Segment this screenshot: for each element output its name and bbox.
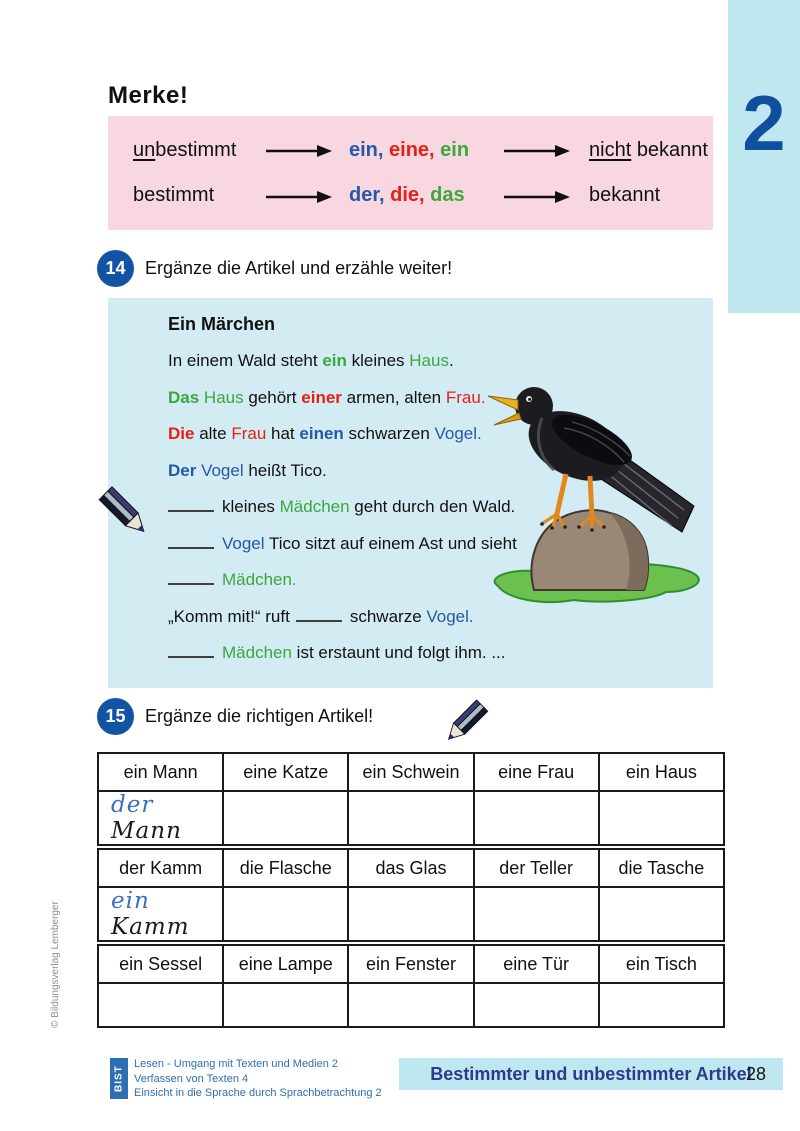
answer-cell[interactable] (223, 983, 348, 1027)
footer-topic: Bestimmter und unbestimmter Artikel (430, 1063, 752, 1084)
article-table-2 (97, 848, 725, 942)
article-blank[interactable] (168, 579, 214, 585)
rule-label: unbestimmt (133, 138, 237, 161)
answer-cell[interactable] (348, 983, 473, 1027)
article-blank[interactable] (168, 543, 214, 549)
copyright-vertical: © Bildungsverlag Lemberger (50, 901, 61, 1028)
table-header-row (98, 753, 724, 791)
header-cell: der Kamm (98, 849, 223, 887)
header-cell: ein Haus (599, 753, 724, 791)
answer-cell[interactable] (474, 791, 599, 845)
header-cell: der Teller (474, 849, 599, 887)
story-title: Ein Märchen (168, 314, 276, 334)
bist-standard-line: Verfassen von Texten 4 (134, 1072, 249, 1085)
answer-cell[interactable]: ein Kamm (98, 887, 223, 941)
bist-standard-line: Lesen - Umgang mit Texten und Medien 2 (134, 1058, 339, 1070)
rule-row-bestimmt (133, 184, 713, 207)
arrow-right-icon (265, 144, 333, 158)
arrow-right-icon (503, 144, 571, 158)
answer-cell[interactable] (599, 887, 724, 941)
rule-result: nicht bekannt (589, 138, 708, 161)
exercise-14-instruction: Ergänze die Artikel und erzähle weiter! (145, 258, 453, 278)
story-line: „Komm mit!“ ruft schwarze Vogel. (168, 606, 474, 626)
story-line: Das Haus gehört einer armen, alten Frau. (168, 387, 486, 407)
exercise-14-badge: 14 (97, 250, 134, 287)
story-line: Der Vogel heißt Tico. (168, 460, 327, 480)
exercise-14-header (97, 250, 452, 287)
article-table-3 (97, 944, 725, 1028)
bist-standards (134, 1057, 382, 1101)
answer-cell[interactable] (474, 887, 599, 941)
table-header-row (98, 849, 724, 887)
story-line: Die alte Frau hat einen schwarzen Vogel. (168, 424, 482, 443)
story-line: kleines Mädchen geht durch den Wald. (168, 489, 598, 526)
story-line: Mädchen ist erstaunt und folgt ihm. ... (168, 635, 598, 672)
crow-on-rock-illustration (484, 380, 706, 618)
page-number: 28 (745, 1063, 766, 1084)
story-line: Vogel Tico sitzt auf einem Ast und sieht (168, 526, 598, 563)
header-cell: ein Fenster (348, 945, 473, 983)
answer-cell[interactable] (223, 887, 348, 941)
answer-cell[interactable]: der Mann (98, 791, 223, 845)
article-blank[interactable] (168, 652, 214, 658)
table-answer-row (98, 887, 724, 941)
header-cell: eine Frau (474, 753, 599, 791)
story-box (108, 298, 713, 688)
table-answer-row (98, 791, 724, 845)
table-header-row (98, 945, 724, 983)
header-cell: ein Mann (98, 753, 223, 791)
merke-heading: Merke! (108, 82, 189, 109)
article-blank[interactable] (296, 616, 342, 622)
exercise-15-badge: 15 (97, 698, 134, 735)
arrow-right-icon (503, 190, 571, 204)
header-cell: eine Katze (223, 753, 348, 791)
footer-topic-bar (399, 1058, 783, 1090)
header-cell: das Glas (348, 849, 473, 887)
header-cell: die Tasche (599, 849, 724, 887)
exercise-15-instruction: Ergänze die richtigen Artikel! (145, 706, 374, 726)
exercise-15-header (97, 698, 373, 735)
header-cell: eine Lampe (223, 945, 348, 983)
article-table-1 (97, 752, 725, 846)
answer-cell[interactable] (223, 791, 348, 845)
article-blank[interactable] (168, 506, 214, 512)
indefinite-articles: ein, eine, ein (349, 138, 470, 161)
answer-cell[interactable] (348, 791, 473, 845)
pencil-icon (437, 694, 495, 752)
story-line: Mädchen. (168, 562, 598, 599)
rule-result: bekannt (589, 184, 661, 207)
answer-cell[interactable] (98, 983, 223, 1027)
answer-cell[interactable] (348, 887, 473, 941)
pencil-icon (91, 480, 157, 546)
header-cell: ein Schwein (348, 753, 473, 791)
arrow-right-icon (265, 190, 333, 204)
header-cell: ein Tisch (599, 945, 724, 983)
bist-standard-line: Einsicht in die Sprache durch Sprachbetrachtung 2 (134, 1087, 382, 1099)
table-answer-row (98, 983, 724, 1027)
definite-articles: der, die, das (349, 184, 465, 207)
answer-cell[interactable] (599, 983, 724, 1027)
story-line: In einem Wald steht ein kleines Haus. (168, 351, 454, 370)
rule-label: bestimmt (133, 184, 215, 207)
header-cell: eine Tür (474, 945, 599, 983)
chapter-number: 2 (742, 79, 786, 167)
bist-badge: BIST (110, 1058, 128, 1099)
answer-cell[interactable] (474, 983, 599, 1027)
header-cell: ein Sessel (98, 945, 223, 983)
rule-row-unbestimmt (133, 139, 713, 162)
answer-cell[interactable] (599, 791, 724, 845)
merke-rule-box (108, 116, 713, 230)
chapter-tab (728, 0, 800, 313)
header-cell: die Flasche (223, 849, 348, 887)
